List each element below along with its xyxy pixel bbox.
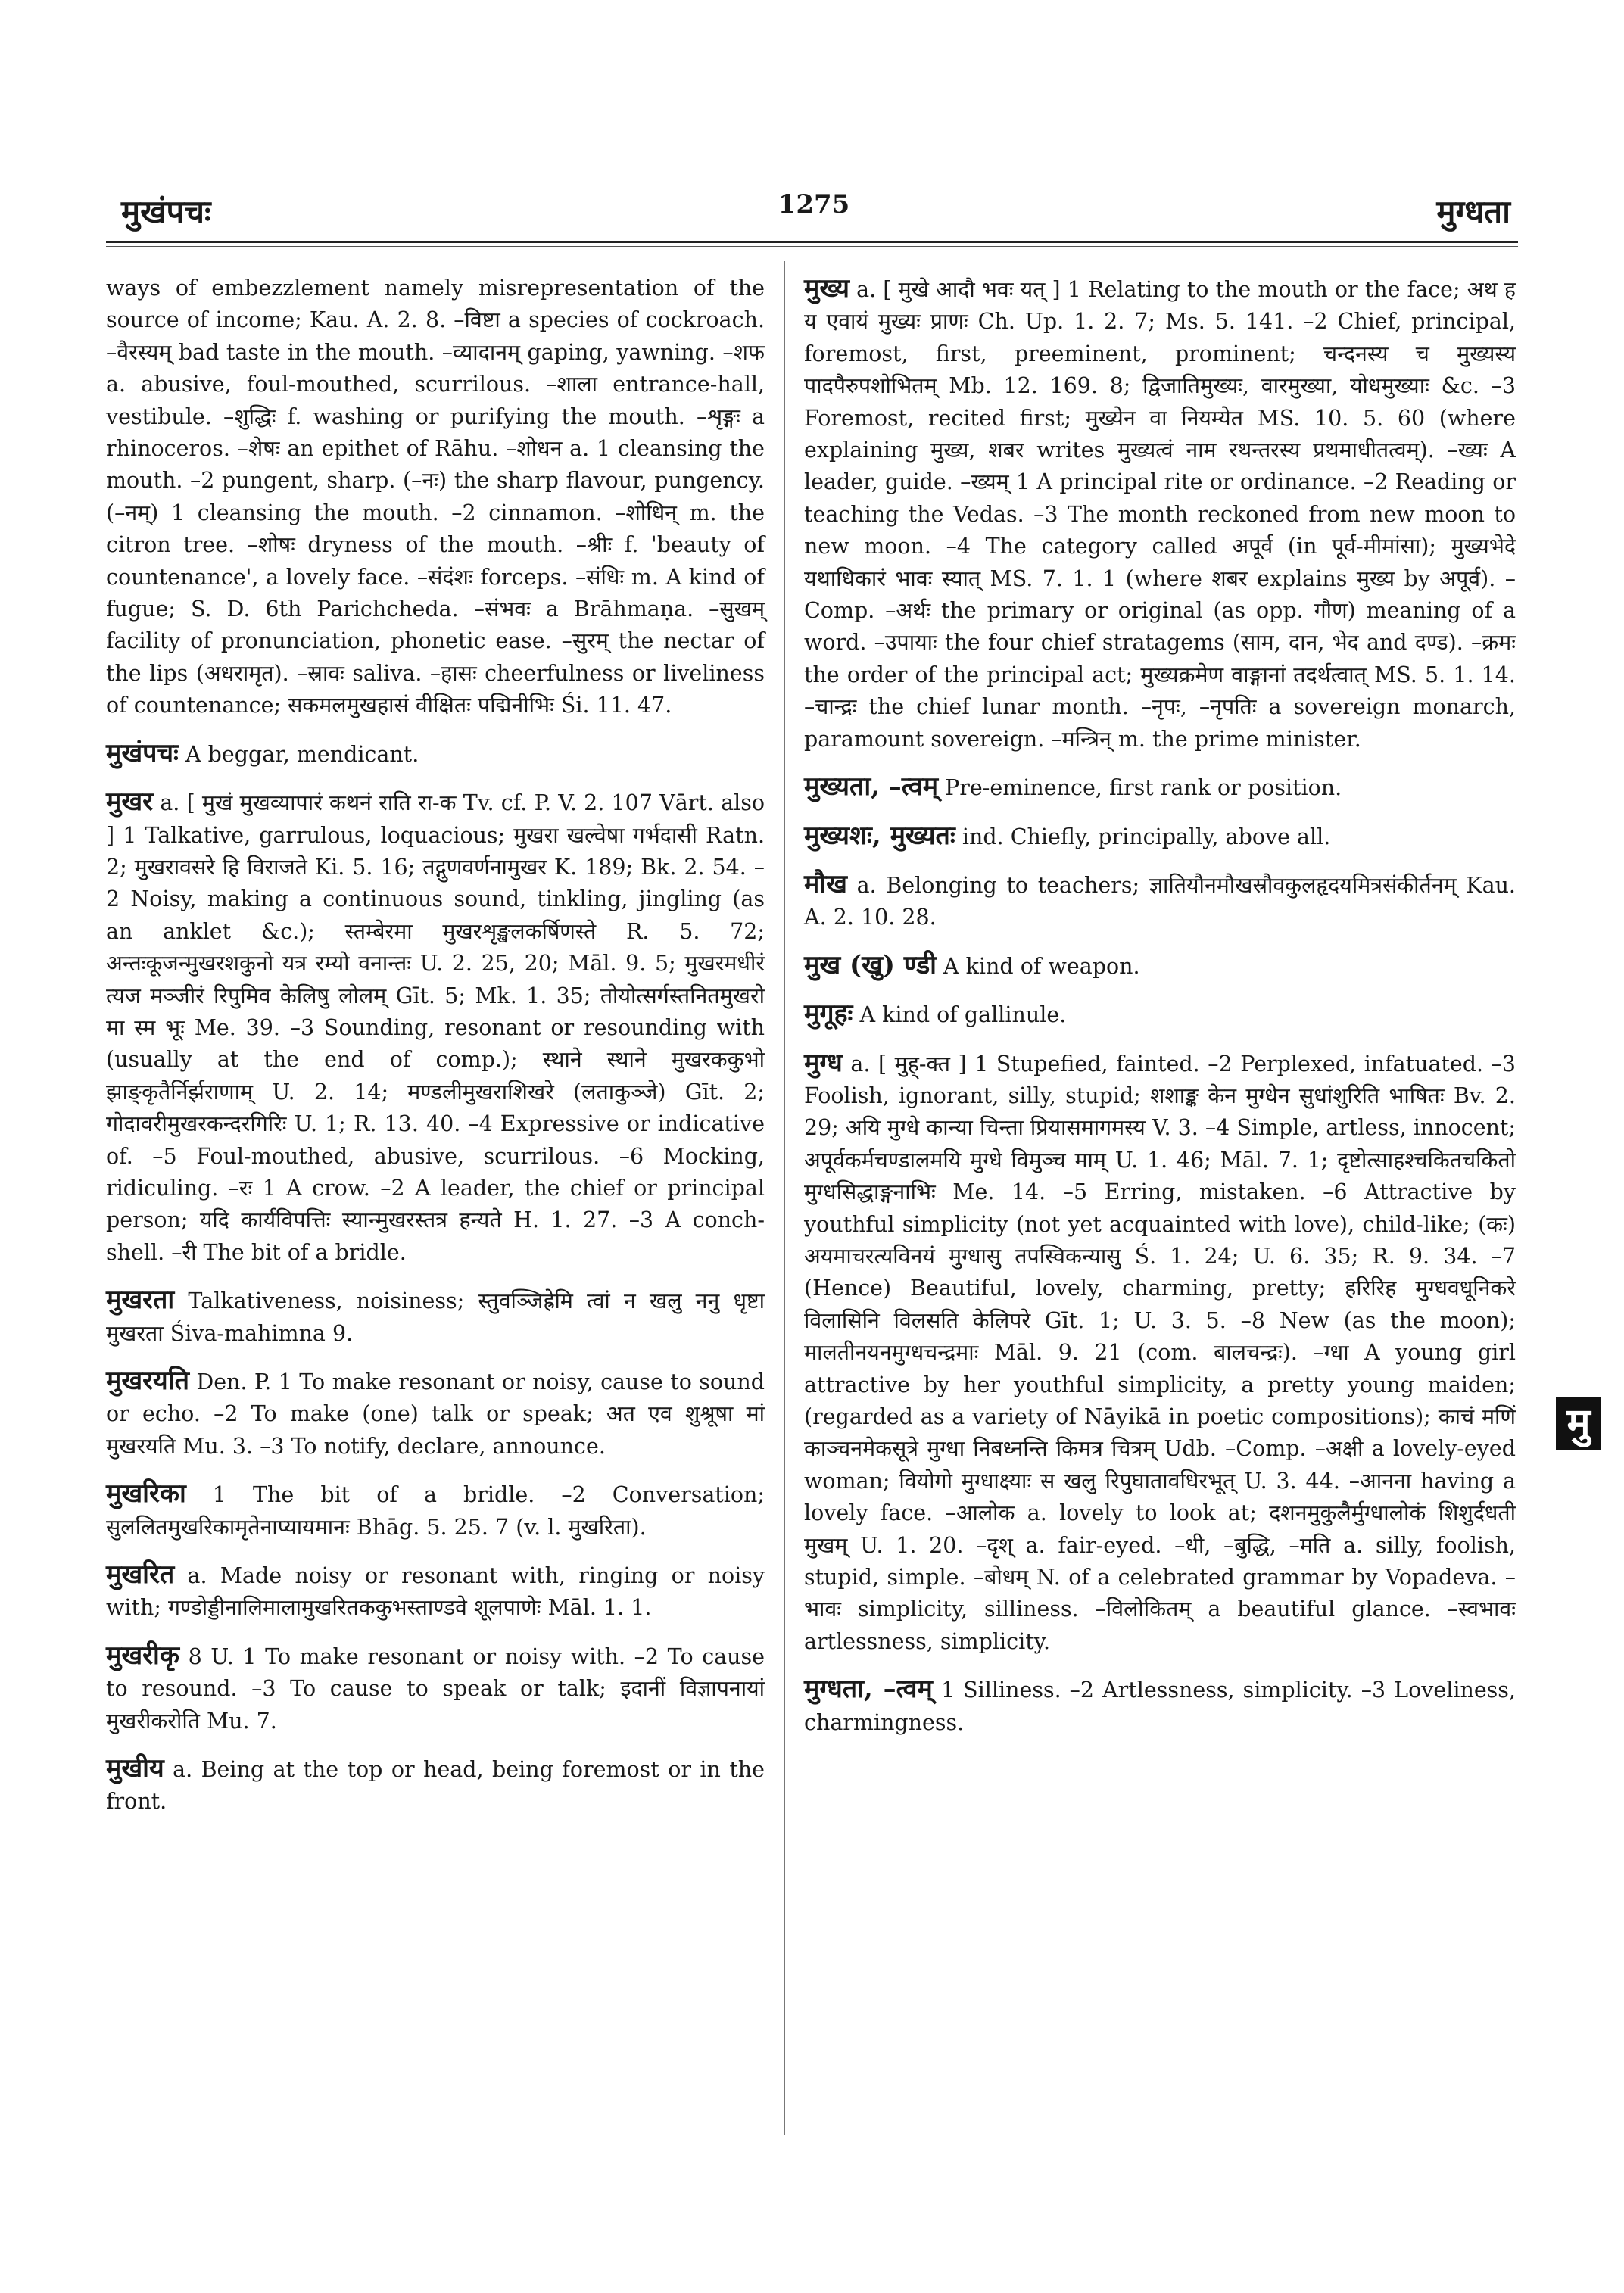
left-column — [106, 273, 765, 1833]
entry-headword: मुख्यशः, मुख्यतः — [804, 820, 955, 851]
right-column — [804, 273, 1516, 1754]
dictionary-entry — [804, 820, 1516, 853]
column-divider — [784, 261, 785, 2135]
dictionary-entry — [106, 1752, 765, 1818]
entry-definition: 1 Silliness. –2 Artlessness, simplicity. –3 Loveliness, charmingness. — [804, 1678, 1516, 1735]
entry-definition: a. [ मुह्-क्त ] 1 Stupefied, fainted. –2 Perplexed, infatuated. –3 Foolish, ignorant, silly, stupid; शशाङ्क केन मुग्धेन सुधांशुरिति भाषितः Bv. 2. 29; अयि मुग्धे कान्या चिन्ता प्रियासमागमस्य V. 3. –4 Simple, artless, innocent; अपूर्वकर्मचण्डालमयि मुग्धे विमुञ्च माम् U. 1. 46; Māl. 7. 1; दृष्टोत्साहश्चकितचकितो मुग्धसिद्धाङ्गनाभिः Me. 14. –5 Erring, mistaken. –6 Attractive by youthful simplicity (not yet acquainted with love), child-like; (कः) अयमाचरत्यविनयं मुग्धासु तपस्विकन्यासु Ś. 1. 24; U. 6. 35; R. 9. 34. –7 (Hence) Beautiful, lovely, charming, pretty; हरिरिह मुग्धवधूनिकरे विलासिनि विलसति केलिपरे Gīt. 1; U. 3. 5. –8 New (as the moon); मालतीनयनमुग्धचन्द्रमाः Māl. 9. 21 (com. बालचन्द्रः). –ग्धा A young girl attractive by her youthful simplicity, a pretty young maiden; (regarded as a variety of Nāyikā in poetic compositions); काचं मणिं काञ्चनमेकसूत्रे मुग्धा निबध्नन्ति किमत्र चित्रम् Udb. –Comp. –अक्षी a lovely-eyed woman; वियोगो मुग्धाक्ष्याः स खलु रिपुघातावधिरभूत् U. 3. 44. –आनना having a lovely face. –आलोक a. lovely to look at; दशनमुकुलैर्मुग्धालोकं शिशुर्दधती मुखम् U. 1. 20. –दृश् a. fair-eyed. –धी, –बुद्धि, –मति a. silly, foolish, stupid, simple. –बोधम् N. of a celebrated grammar by Vopadeva. –भावः simplicity, silliness. –विलोकितम् a beautiful glance. –स्वभावः artlessness, simplicity. — [804, 1051, 1516, 1654]
entry-definition: Talkativeness, noisiness; स्तुवञ्जिह्रेमि त्वां न खलु ननु धृष्टा मुखरता Śiva-mahimna 9. — [106, 1288, 765, 1346]
entry-headword: मुखंपचः — [106, 737, 179, 768]
entry-headword: मुख्य — [804, 273, 849, 304]
entry-definition: a. Made noisy or resonant with, ringing or noisy with; गण्डोड्डीनालिमालामुखरितककुभस्ताण्डवे शूलपाणेः Māl. 1. 1. — [106, 1563, 765, 1621]
dictionary-entry — [106, 273, 765, 722]
entry-definition: Den. P. 1 To make resonant or noisy, cause to sound or echo. –2 To make (one) talk or speak; अत एव शुश्रूषा मां मुखरयति Mu. 3. –3 To notify, declare, announce. — [106, 1369, 765, 1459]
running-head-left: मुखंपचः — [121, 193, 211, 230]
entry-headword: मुग्ध — [804, 1047, 843, 1078]
entry-headword: मुखरिका — [106, 1478, 186, 1509]
entry-definition: a. Belonging to teachers; ज्ञातियौनमौखस्रौवकुलहृदयमित्रसंकीर्तनम् Kau. A. 2. 10. 28. — [804, 872, 1516, 930]
entry-definition: 1 The bit of a bridle. –2 Conversation; सुललितमुखरिकामृतेनाप्यायमानः Bhāg. 5. 25. 7 (v. l. मुखरिता). — [106, 1482, 765, 1540]
header-rule — [106, 241, 1518, 243]
dictionary-entry — [106, 1365, 765, 1463]
dictionary-entry — [804, 273, 1516, 756]
entry-headword: मुखरित — [106, 1559, 175, 1590]
dictionary-entry — [804, 949, 1516, 983]
entry-headword: मुखरता — [106, 1285, 175, 1316]
entry-headword: मुखीय — [106, 1753, 164, 1784]
page-number: 1275 — [778, 189, 850, 220]
entry-definition: Pre-eminence, first rank or position. — [945, 775, 1342, 801]
thumb-index-tab: मु — [1556, 1397, 1601, 1450]
entry-definition: ways of embezzlement namely misrepresentation of the source of income; Kau. A. 2. 8. –विष्टा a species of cockroach. –वैरस्यम् bad taste in the mouth. –व्यादानम् gaping, yawning. –शफ a. abusive, foul-mouthed, scurrilous. –शाला entrance-hall, vestibule. –शुद्धिः f. washing or purifying the mouth. –शृङ्गः a rhinoceros. –शेषः an epithet of Rāhu. –शोधन a. 1 cleansing the mouth. –2 pungent, sharp. (–नः) the sharp flavour, pungency. (–नम्) 1 cleansing the mouth. –2 cinnamon. –शोधिन् m. the citron tree. –शोषः dryness of the mouth. –श्रीः f. 'beauty of countenance', a lovely face. –संदंशः forceps. –संधिः m. A kind of fugue; S. D. 6th Parichcheda. –संभवः a Brāhmaṇa. –सुखम् facility of pronunciation, phonetic ease. –सुरम् the nectar of the lips (अधरामृत). –स्रावः saliva. –हासः cheerfulness or liveliness of countenance; सकमलमुखहासं वीक्षितः पद्मिनीभिः Śi. 11. 47. — [106, 276, 765, 718]
dictionary-entry — [804, 868, 1516, 934]
dictionary-entry — [804, 1047, 1516, 1659]
dictionary-entry — [106, 1284, 765, 1350]
entry-headword: मुखर — [106, 787, 154, 818]
entry-definition: ind. Chiefly, principally, above all. — [962, 824, 1331, 849]
entry-definition: A kind of gallinule. — [859, 1002, 1067, 1028]
entry-definition: a. [ मुखं मुखव्यापारं कथनं राति रा-क Tv. cf. P. V. 2. 107 Vārt. also ] 1 Talkative, garrulous, loquacious; मुखरा खल्वेषा गर्भदासी Ratn. 2; मुखरावसरे हि विराजते Ki. 5. 16; तद्गुणवर्णनामुखर K. 189; Bk. 2. 54. –2 Noisy, making a continuous sound, tinkling, jingling (as an anklet &c.); स्तम्बेरमा मुखरशृङ्खलकर्षिणस्ते R. 5. 72; अन्तःकूजन्मुखरशकुनो यत्र रम्यो वनान्तः U. 2. 25, 20; Māl. 9. 5; मुखरमधीरं त्यज मञ्जीरं रिपुमिव केलिषु लोलम् Gīt. 5; Mk. 1. 35; तोयोत्सर्गस्तनितमुखरो मा स्म भूः Me. 39. –3 Sounding, resonant or resounding with (usually at the end of comp.); स्थाने स्थाने मुखरककुभो झाङ्कृतैर्निर्झराणाम् U. 2. 14; मण्डलीमुखराशिखरे (लताकुञ्जे) Gīt. 2; गोदावरीमुखरकन्दरगिरिः U. 1; R. 13. 40. –4 Expressive or indicative of. –5 Foul-mouthed, abusive, scurrilous. –6 Mocking, ridiculing. –रः 1 A crow. –2 A leader, the chief or principal person; यदि कार्यविपत्तिः स्यान्मुखरस्तत्र हन्यते H. 1. 27. –3 A conch-shell. –री The bit of a bridle. — [106, 790, 765, 1265]
entry-headword: मुख (खु) ण्डी — [804, 949, 937, 980]
entry-definition: A kind of weapon. — [943, 953, 1140, 979]
dictionary-entry — [106, 737, 765, 771]
entry-headword: मुग्धता, –त्वम् — [804, 1674, 933, 1705]
entry-headword: मौख — [804, 868, 847, 899]
entry-headword: मुगूहः — [804, 999, 853, 1030]
dictionary-entry — [804, 771, 1516, 804]
entry-headword: मुख्यता, –त्वम् — [804, 771, 939, 802]
entry-definition: a. Being at the top or head, being foremost or in the front. — [106, 1757, 765, 1815]
entry-definition: 8 U. 1 To make resonant or noisy with. –2 To cause to resound. –3 To cause to speak or talk; इदानीं विज्ञापनायां मुखरीकरोति Mu. 7. — [106, 1643, 765, 1734]
dictionary-entry — [106, 1640, 765, 1737]
header-rule-thin — [106, 246, 1518, 247]
running-head-right: मुग्धता — [1436, 193, 1510, 230]
entry-headword: मुखरयति — [106, 1366, 189, 1396]
entry-headword: मुखरीकृ — [106, 1640, 179, 1671]
dictionary-entry — [106, 786, 765, 1269]
dictionary-entry — [106, 1559, 765, 1625]
entry-definition: A beggar, mendicant. — [185, 741, 419, 767]
dictionary-entry — [106, 1478, 765, 1544]
dictionary-entry — [804, 1673, 1516, 1739]
dictionary-entry — [804, 998, 1516, 1031]
entry-definition: a. [ मुखे आदौ भवः यत् ] 1 Relating to the mouth or the face; अथ ह य एवायं मुख्यः प्राणः Ch. Up. 1. 2. 7; Ms. 5. 141. –2 Chief, principal, foremost, first, preeminent, prominent; चन्दनस्य च मुख्यस्य पादपैरुपशोभितम् Mb. 12. 169. 8; द्विजातिमुख्यः, वारमुख्या, योधमुख्याः &c. –3 Foremost, recited first; मुख्येन वा नियम्येत MS. 10. 5. 60 (where explaining मुख्य, शबर writes मुख्यत्वं नाम रथन्तरस्य प्रथमाधीतत्वम्). –ख्यः A leader, guide. –ख्यम् 1 A principal rite or ordinance. –2 Reading or teaching the Vedas. –3 The month reckoned from new moon to new moon. –4 The category called अपूर्व (in पूर्व-मीमांसा); मुख्यभेदे यथाधिकारं भावः स्यात् MS. 7. 1. 1 (where शबर explains मुख्य by अपूर्व). –Comp. –अर्थः the primary or original (as opp. गौण) meaning of a word. –उपायाः the four chief stratagems (साम, दान, भेद and दण्ड). –क्रमः the order of the principal act; मुख्यक्रमेण वाङ्गानां तदर्थत्वात् MS. 5. 1. 14. –चान्द्रः the chief lunar month. –नृपः, –नृपतिः a sovereign monarch, paramount sovereign. –मन्त्रिन् m. the prime minister. — [804, 277, 1516, 752]
